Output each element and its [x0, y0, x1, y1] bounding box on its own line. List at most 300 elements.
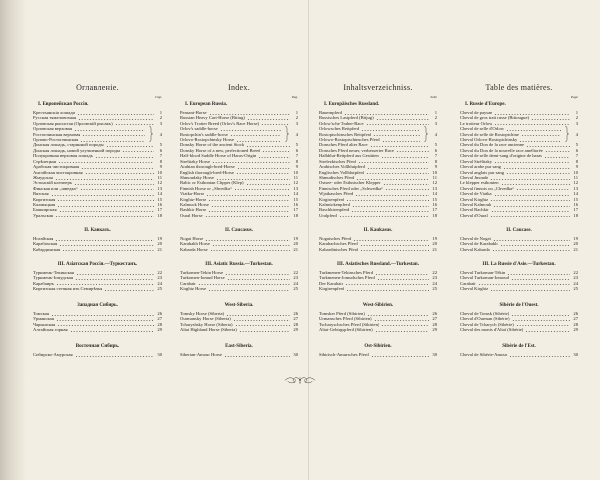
page-number: 7 — [159, 153, 162, 159]
section-heading: II. Kaukasus. — [363, 227, 393, 233]
entry-label: Cheval Strélitzky — [460, 158, 493, 164]
page-number: 10 — [157, 169, 162, 175]
toc-entry — [319, 137, 437, 142]
page-column-label: Стр. — [154, 95, 162, 99]
page-number: 12 — [157, 180, 162, 186]
entry-label: Cheval d'Oural — [460, 212, 488, 218]
entry-label: Sibirisch-Amursches Pferd — [319, 352, 369, 357]
section-heading: II. Caucase. — [506, 227, 532, 233]
entry-label: Башкирская — [33, 207, 57, 213]
page-number: 17 — [157, 207, 162, 213]
entry-label: Finnisches Pferd oder „Schwedka“ — [319, 185, 384, 191]
dot-leader — [490, 286, 570, 291]
toc-section — [319, 261, 437, 292]
dot-leader — [70, 327, 154, 332]
entry-label: Cheval de gros trait russe (Bitiougue) — [460, 115, 530, 121]
entry-list — [319, 311, 437, 333]
toc-section — [319, 227, 437, 252]
page-number: 23 — [157, 275, 162, 281]
page-number: 6 — [434, 147, 437, 153]
page-number: 6 — [295, 147, 298, 153]
entry-label: Cheval Turkoman-Iomoud — [460, 275, 509, 281]
entry-label: Туркменъ-Текинская — [33, 270, 74, 275]
dot-leader — [339, 213, 429, 218]
entry-label: Shmoudzky Horse — [180, 174, 215, 180]
entry-label: Карабахская — [33, 241, 58, 247]
entry-list — [460, 270, 578, 292]
page-number: 9 — [434, 164, 437, 170]
entry-label: Урманская — [33, 316, 54, 322]
page-number: 14 — [573, 191, 578, 197]
entry-label: Cheval de selle d'Orlow — [460, 126, 505, 132]
section-heading: III. Asiatisches Russland.—Turkestan. — [337, 261, 419, 267]
entry-label: Донская лошадь, старинной породы — [33, 142, 104, 148]
page-number: 20 — [157, 241, 162, 247]
entry-label: Ростопчинская верховая — [33, 131, 81, 137]
dot-leader — [492, 247, 570, 252]
section-heading: East-Siberia. — [225, 343, 253, 349]
entry-label: Turkmenen-Tekinsches Pferd — [319, 270, 373, 275]
entry-label: Bauernpferd — [319, 110, 342, 115]
entry-label: Cheval Turkoman-Tékin — [460, 270, 506, 275]
entry-label: Peasant-Horse — [180, 110, 207, 115]
page-number: 9 — [159, 164, 162, 170]
ornament-flourish — [283, 374, 317, 386]
entry-label: Орлово-Ростопчинская — [33, 137, 79, 143]
toc-section — [180, 227, 298, 252]
entry-list — [33, 270, 162, 292]
page-number: 4 — [159, 131, 162, 137]
page-number: 12 — [293, 180, 298, 186]
page-number: 19 — [432, 236, 437, 241]
page-number: 27 — [157, 316, 162, 322]
entry-label: Kirgisenpferd — [319, 286, 345, 292]
entry-label: Cheval d'Ourman (Sibérie) — [460, 316, 510, 322]
page-number: 4 — [575, 131, 578, 137]
page-number: 12 — [573, 180, 578, 186]
toc-section — [33, 261, 162, 292]
toc-entry-group — [33, 126, 162, 142]
page-number: 10 — [573, 169, 578, 175]
entry-label: Cheval de Nogaï — [460, 236, 491, 241]
page-number: 5 — [434, 142, 437, 148]
page-number: 25 — [432, 286, 437, 292]
entry-label: Cheval finnois ou „Chvedka“ — [460, 185, 515, 191]
section-heading: West-Sibirien. — [362, 302, 394, 308]
entry-label: Der Karabair — [319, 280, 344, 286]
column-title: Inhaltsverzeichniss. — [343, 83, 413, 92]
toc-entry — [319, 327, 437, 332]
entry-label: Kalmückenpferd — [319, 201, 350, 207]
entry-label: Cheval de paysan — [460, 110, 493, 115]
page-number: 19 — [573, 236, 578, 241]
entry-label: Туркменъ-Іомудская — [33, 275, 74, 281]
page-number: 23 — [432, 275, 437, 281]
entry-label: Shmudisches Pferd — [319, 174, 355, 180]
entry-label: Kirghiz-Horse — [180, 196, 207, 202]
entry-label: Cheval de Viatka — [460, 191, 492, 197]
entry-list — [319, 110, 437, 218]
section-heading: III. La Russie d'Asie.—Turkestan. — [482, 261, 556, 267]
page-number: 15 — [293, 196, 298, 202]
entry-label: Cheval anglais pur sang — [460, 169, 505, 175]
entry-label: Oural Horse — [180, 212, 203, 218]
dot-leader — [205, 213, 290, 218]
entry-list — [180, 270, 298, 292]
entry-list — [33, 311, 162, 333]
entry-label: Сибирско-Амурская — [33, 352, 73, 357]
page-number: 29 — [293, 327, 298, 333]
entry-label: Turkomen-Tekin Horse — [180, 270, 224, 275]
entry-label: Арабская чистокровная — [33, 164, 80, 170]
entry-list — [33, 352, 162, 357]
section-heading: Sibérie de l'Est. — [502, 343, 536, 349]
page-number: 22 — [157, 270, 162, 275]
entry-label: Kalmuck Horse — [180, 201, 209, 207]
entry-label: Орловская верховая — [33, 126, 72, 132]
page-number: 24 — [432, 280, 437, 286]
dot-leader — [525, 327, 570, 332]
page-number: 18 — [293, 212, 298, 218]
page-number: 16 — [432, 201, 437, 207]
entry-label: Turkmenen-Jomudsches Pferd — [319, 275, 375, 281]
entry-label: Le klepper esthonien — [460, 180, 499, 186]
page-number: 27 — [573, 316, 578, 322]
entry-label: Cheval Kabarda — [460, 246, 490, 252]
entry-list — [33, 236, 162, 252]
entry-label: Cheval du Don de la nouvelle race améliorée — [460, 147, 543, 153]
page-number: 2 — [295, 115, 298, 121]
page-number: 7 — [434, 153, 437, 159]
dot-leader — [346, 286, 429, 291]
entry-label: Cheval de Karabakh — [460, 241, 498, 247]
entry-label: Cheval Orlovo-Rostoptchinsky — [460, 137, 518, 143]
page-number: 3 — [295, 120, 298, 126]
entry-label: Русская тяжеловозная — [33, 115, 77, 121]
entry-label: Viatka-Horse — [180, 191, 205, 197]
toc-entry-group — [460, 126, 578, 142]
dot-leader — [382, 137, 420, 142]
entry-label: Tomsker Pferd (Sibirien) — [319, 311, 365, 316]
toc-section — [180, 302, 298, 333]
page-number: 15 — [157, 196, 162, 202]
toc-section — [319, 302, 437, 333]
entry-label: Ногайская — [33, 236, 54, 241]
page-number: 27 — [432, 316, 437, 322]
entry-label: Tomsky Horse (Siberia) — [180, 311, 225, 316]
toc-section — [180, 101, 298, 218]
entry-label: Вятская — [33, 191, 49, 197]
entry-label: Жмудская — [33, 174, 53, 180]
page-number: 24 — [157, 280, 162, 286]
page-number: 29 — [432, 327, 437, 333]
entry-label: Чарышская — [33, 321, 56, 327]
entry-label: Carabaïr — [460, 280, 476, 286]
dot-leader — [210, 247, 290, 252]
page-number: 3 — [575, 120, 578, 126]
toc-section — [33, 343, 162, 357]
page-number: 21 — [432, 246, 437, 252]
page-number: 8 — [159, 158, 162, 164]
toc-section — [460, 261, 578, 292]
page-number: 2 — [159, 115, 162, 121]
entry-label: Le trotteur Orlow — [460, 120, 493, 126]
entry-label: Кабардинская — [33, 246, 61, 252]
page-number: 6 — [159, 147, 162, 153]
page-number: 11 — [157, 174, 162, 180]
page-number: 20 — [432, 241, 437, 247]
dot-leader — [62, 247, 154, 252]
toc-section — [460, 343, 578, 357]
toc-entry — [180, 352, 298, 357]
page-number: 18 — [573, 212, 578, 218]
toc-entry — [180, 213, 298, 218]
entry-label: Kirgisenpferd — [319, 196, 345, 202]
page-number: 5 — [159, 142, 162, 148]
section-heading: II. Caucasus. — [225, 227, 253, 233]
page-number: 26 — [573, 311, 578, 316]
page-number: 11 — [432, 174, 437, 180]
section-heading: III. Азіатская Россія.—Туркестанъ. — [57, 261, 138, 267]
toc-column-french — [460, 0, 578, 480]
page-number: 28 — [573, 321, 578, 327]
page-number: 8 — [295, 158, 298, 164]
page-number: 2 — [434, 115, 437, 121]
entry-label: Уральская — [33, 212, 53, 218]
page-number: 30 — [573, 352, 578, 357]
entry-list — [460, 236, 578, 252]
toc-entry — [180, 137, 298, 142]
page-number: 21 — [293, 246, 298, 252]
page-number: 6 — [575, 147, 578, 153]
entry-list — [180, 311, 298, 333]
page-number: 26 — [157, 311, 162, 316]
entry-label: Nogaisches Pferd — [319, 236, 352, 241]
column-title: Index. — [227, 83, 250, 92]
entry-label: Эстонскій клепперъ — [33, 180, 73, 186]
page-number: 22 — [293, 270, 298, 275]
page-number: 10 — [432, 169, 437, 175]
toc-entry — [319, 286, 437, 291]
page-number: 13 — [157, 185, 162, 191]
entry-label: Киргизская — [33, 196, 56, 202]
entry-label: Cheval de Tcharych (Sibérie) — [460, 321, 514, 327]
section-heading: III. Asiatic Russia.—Turkestan. — [205, 261, 273, 267]
entry-list — [460, 110, 578, 218]
column-title: Оглавленіе. — [76, 83, 119, 92]
page-number: 14 — [157, 191, 162, 197]
dot-leader — [239, 327, 290, 332]
dot-leader — [371, 352, 429, 357]
page-column-label: Seite — [430, 95, 437, 99]
section-heading: Западная Сибирь. — [77, 302, 118, 308]
entry-label: Halbblut-Reitpferd aus Gestüten — [319, 153, 379, 159]
entry-label: Cheval de selle de Rostoptchine — [460, 131, 519, 137]
dot-leader — [224, 352, 290, 357]
entry-label: Altai-Gebirgspferd (Sibirien) — [319, 327, 373, 333]
bracket — [565, 126, 569, 142]
entry-label: Uralpferd — [319, 212, 337, 218]
entry-label: Donsches Pferd alter Race — [319, 142, 368, 148]
entry-list — [319, 270, 437, 292]
entry-list — [460, 311, 578, 333]
entry-label: Cheval du Don de la race ancienne — [460, 142, 525, 148]
entry-list — [180, 236, 298, 252]
entry-label: Donsky Horse of the ancient Stock — [180, 142, 245, 148]
page-number: 30 — [157, 352, 162, 357]
page-number: 10 — [293, 169, 298, 175]
page-number: 9 — [575, 164, 578, 170]
page-number: 18 — [432, 212, 437, 218]
toc-entry — [180, 286, 298, 291]
entry-label: Arabisches Vollblutpferd — [319, 164, 365, 170]
entry-label: Orlowo-Rostoptschinsches Pferd — [319, 137, 380, 143]
page-number: 26 — [293, 311, 298, 316]
entry-label: Cheval de Tomsk (Sibérie) — [460, 311, 510, 316]
page-number: 29 — [157, 327, 162, 333]
toc-entry-group — [319, 126, 437, 142]
page-number: 9 — [295, 164, 298, 170]
toc-entry — [33, 352, 162, 357]
page-number: 1 — [434, 110, 437, 115]
entry-label: Cheval Kirghiz — [460, 196, 489, 202]
page-number: 3 — [434, 120, 437, 126]
entry-label: Rostoptschinsches Reitpferd — [319, 131, 372, 137]
section-heading: Восточная Сибирь. — [75, 343, 120, 349]
page-number: 21 — [573, 246, 578, 252]
toc-entry — [460, 286, 578, 291]
toc-entry — [319, 247, 437, 252]
toc-section — [460, 227, 578, 252]
entry-label: Orlov's saddle-horse — [180, 126, 218, 132]
entry-label: Карабаиръ — [33, 280, 54, 286]
page-number: 11 — [293, 174, 298, 180]
entry-label: Donsches Pferd neuer, verbesserter Race — [319, 147, 394, 153]
section-heading: II. Кавказъ. — [84, 227, 111, 233]
entry-label: Englisches Vollblutpferd — [319, 169, 365, 175]
dot-leader — [375, 327, 429, 332]
entry-list — [180, 352, 298, 357]
entry-label: Tscharyschsches Pferd (Sibirien) — [319, 321, 380, 327]
toc-column-russian — [33, 0, 162, 480]
toc-entry — [460, 327, 578, 332]
page-number: 11 — [573, 174, 578, 180]
dot-leader — [104, 286, 154, 291]
entry-label: Siberian-Amour Horse — [180, 352, 222, 357]
entry-label: Rostopchin's saddle-horse — [180, 131, 228, 137]
entry-label: Arabian thorough-bred-Horse — [180, 164, 235, 170]
page-number: 20 — [573, 241, 578, 247]
page-number: 30 — [293, 352, 298, 357]
page-number: 19 — [293, 236, 298, 241]
entry-label: Karabakh Horse — [180, 241, 210, 247]
toc-entry-group — [180, 126, 298, 142]
page-number: 25 — [157, 286, 162, 292]
entry-list — [319, 236, 437, 252]
toc-entry — [319, 213, 437, 218]
page-number: 25 — [293, 286, 298, 292]
toc-entry — [180, 247, 298, 252]
entry-label: Томская — [33, 311, 49, 316]
entry-label: Nogai Horse — [180, 236, 204, 241]
toc-entry — [33, 327, 162, 332]
page-number: 16 — [573, 201, 578, 207]
toc-column-german — [319, 0, 437, 480]
page-number: 5 — [575, 142, 578, 148]
page-number: 15 — [573, 196, 578, 202]
page-number: 18 — [157, 212, 162, 218]
dot-leader — [519, 137, 561, 142]
section-heading: I. Europäisches Russland. — [324, 101, 380, 107]
entry-label: Tcharyshsky Horse (Siberia) — [180, 321, 233, 327]
bracket — [149, 126, 153, 142]
entry-label: Стрѣлецкая — [33, 158, 56, 164]
page-number: 25 — [573, 286, 578, 292]
page-number: 4 — [295, 131, 298, 137]
toc-section — [33, 101, 162, 218]
page-number: 17 — [573, 207, 578, 213]
page-number: 7 — [295, 153, 298, 159]
toc-section — [180, 261, 298, 292]
dot-leader — [55, 213, 154, 218]
entry-label: Орловская рысистая (Орловскій рысакъ) — [33, 120, 113, 126]
entry-label: Киргизская степная изъ Семирѣчья — [33, 286, 103, 292]
page-number: 14 — [293, 191, 298, 197]
column-title: Table des matières. — [485, 83, 553, 92]
entry-label: Donsky Horse of a new, perfectioned Breed — [180, 147, 261, 153]
entry-label: Orlovo-Rostopchinsky Horse — [180, 137, 234, 143]
section-heading: I. Европейская Россія. — [38, 101, 89, 107]
page-number: 7 — [575, 153, 578, 159]
page-number: 17 — [432, 207, 437, 213]
entry-label: Cheval des monts d'Altaï (Sibérie) — [460, 327, 524, 333]
page-number: 28 — [293, 321, 298, 327]
toc-entry — [460, 247, 578, 252]
page-number: 28 — [432, 321, 437, 327]
dot-leader — [236, 137, 281, 142]
entry-label: Алтайская горная — [33, 327, 68, 333]
toc-section — [319, 101, 437, 218]
dot-leader — [208, 286, 290, 291]
entry-label: Cheval Kirghiz — [460, 286, 489, 292]
entry-label: Altai Highland Horse (Siberia) — [180, 327, 237, 333]
page-number: 22 — [573, 270, 578, 275]
entry-label: Orlow'sche Traber-Race — [319, 120, 364, 126]
page-number: 5 — [295, 142, 298, 148]
page-number: 23 — [293, 275, 298, 281]
entry-label: Kirghiz Horse — [180, 286, 207, 292]
entry-label: Orlowsches Reitpferd — [319, 126, 360, 132]
page-number: 8 — [434, 158, 437, 164]
page-number: 4 — [434, 131, 437, 137]
page-column-label: Page — [571, 95, 578, 99]
entry-list — [319, 352, 437, 357]
page-number: 8 — [575, 158, 578, 164]
entry-label: Финская или „шведка“ — [33, 185, 78, 191]
toc-entry — [319, 352, 437, 357]
page-number: 29 — [573, 327, 578, 333]
entry-label: Cheval Bachkir — [460, 207, 489, 213]
page-number: 2 — [575, 115, 578, 121]
entry-list — [33, 110, 162, 218]
toc-column-english — [180, 0, 298, 480]
entry-list — [180, 110, 298, 218]
section-heading: West-Siberia. — [224, 302, 254, 308]
entry-label: Karabachsches Pferd — [319, 241, 358, 247]
page-number: 28 — [157, 321, 162, 327]
entry-label: Carabair — [180, 280, 196, 286]
page-number: 16 — [157, 201, 162, 207]
